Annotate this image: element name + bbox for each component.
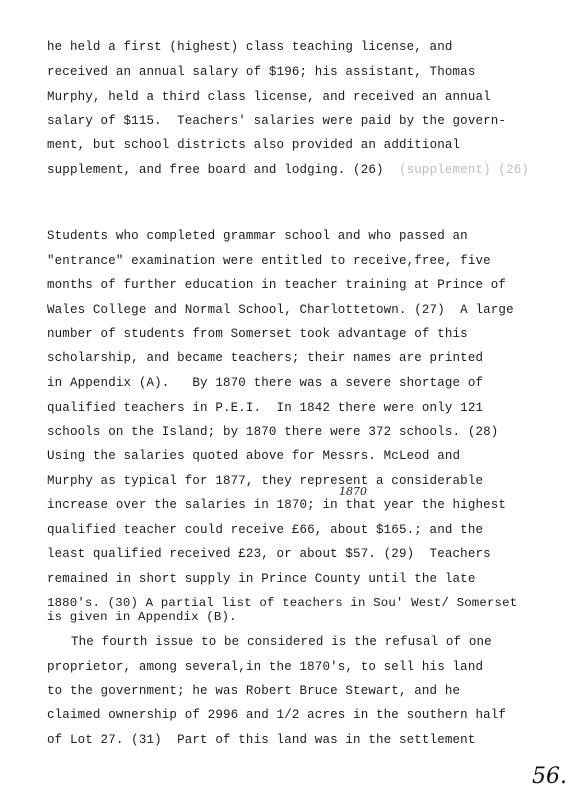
line-prefix: ment, (47, 138, 93, 152)
text-line: number of students from Somerset took advantage of this (47, 327, 468, 341)
text-fragment: but school districts also provided an additional (92, 138, 461, 152)
text-line: received an annual salary of $196; his assistant, Thomas (47, 65, 476, 79)
text-line: schools on the Island; by 1870 there were 372 schools. (28) (47, 425, 499, 439)
text-line: The fourth issue to be considered is the refusal of one (71, 635, 492, 649)
text-line: qualified teacher could receive £66, about $165.; and the (47, 523, 484, 537)
faint-overprint: (supplement) (26) (398, 163, 530, 177)
text-line: increase over the salaries in 1870; in that year the highest (47, 498, 507, 512)
text-line: qualified teachers in P.E.I. In 1842 there were only 121 (47, 401, 484, 415)
text-line (47, 163, 529, 177)
text-line: in Appendix (A). By 1870 there was a severe shortage of (47, 376, 484, 390)
text-line: Wales College and Normal School, Charlottetown. (27) A large (47, 303, 514, 317)
text-line: he held a first (highest) class teaching license, and (47, 40, 453, 54)
text-fragment: supplement, and free board and lodging. (26) (47, 163, 384, 177)
text-line: Murphy as typical for 1877, they represent a considerable (47, 474, 484, 488)
text-line: is given in Appendix (B). (47, 610, 237, 624)
text-line: of Lot 27. (31) Part of this land was in the settlement (47, 733, 476, 747)
text-line: to the government; he was Robert Bruce Stewart, and he (47, 684, 461, 698)
text-line: remained in short supply in Prince County until the late (47, 572, 476, 586)
text-line (47, 138, 460, 152)
text-line: least qualified received £23, or about $57. (29) Teachers (47, 547, 491, 561)
page-number: 56. (532, 764, 567, 789)
text-line: Murphy, held a third class license, and received an annual (47, 90, 491, 104)
text-line: scholarship, and became teachers; their names are printed (47, 351, 484, 365)
text-line: Using the salaries quoted above for Messrs. McLeod and (47, 449, 461, 463)
text-line: proprietor, among several,in the 1870's, to sell his land (47, 660, 484, 674)
text-line: claimed ownership of 2996 and 1/2 acres in the southern half (47, 708, 507, 722)
text-line: 1880's. (30) A partial list of teachers in Sou' West/ Somerset (47, 596, 518, 610)
text-line: months of further education in teacher training at Prince of (47, 278, 507, 292)
handwritten-annotation: 1870 (339, 485, 367, 498)
text-line: salary of $115. Teachers' salaries were paid by the govern- (47, 114, 507, 128)
text-line: "entrance" examination were entitled to receive,free, five (47, 254, 491, 268)
text-line: Students who completed grammar school and who passed an (47, 229, 468, 243)
